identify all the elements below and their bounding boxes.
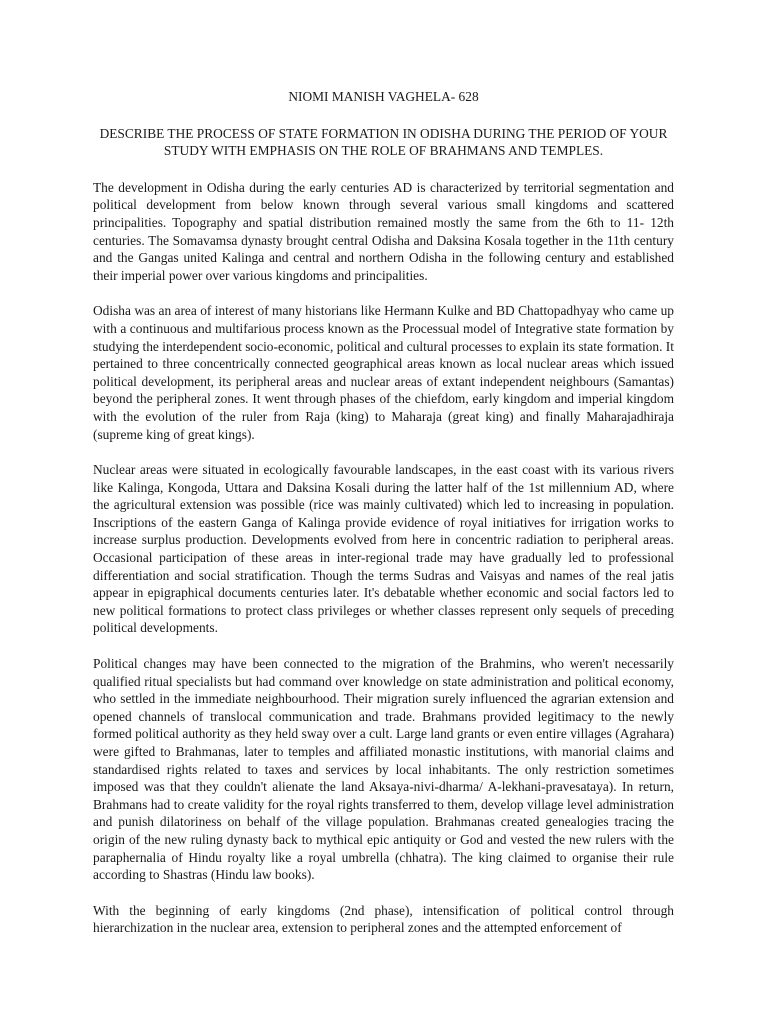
essay-title: DESCRIBE THE PROCESS OF STATE FORMATION IN ODISHA DURING THE PERIOD OF YOUR STUDY WITH EMPHASIS ON THE ROLE OF BRAHMANS AND TEMPLES. <box>99 125 668 159</box>
body-paragraph-2: Odisha was an area of interest of many historians like Hermann Kulke and BD Chattopadhyay who came up with a continuous and multifarious process known as the Processual model of Integrative state formation by studying the interdependent socio-economic, political and cultural processes to explain its state formation. It pertained to three concentrically connected geographical areas known as local nuclear areas which issued political development, its peripheral areas and nuclear areas of extant independent neighbours (Samantas) beyond the peripheral zones. It went through phases of the chiefdom, early kingdom and imperial kingdom with the evolution of the ruler from Raja (king) to Maharaja (great king) and finally Maharajadhiraja (supreme king of great kings). <box>93 303 674 442</box>
body-paragraph-4: Political changes may have been connected to the migration of the Brahmins, who weren't necessarily qualified ritual specialists but had command over knowledge on state administration and political economy, who settled in the immediate neighbourhood. Their migration surely influenced the agrarian extension and opened channels of translocal communication and trade. Brahmans provided legitimacy to the newly formed political authority as they held sway over a cult. Large land grants or even entire villages (Agrahara) were gifted to Brahmanas, later to temples and affiliated monastic institutions, with manorial claims and standardised rights related to taxes and services by local inhabitants. The only restriction sometimes imposed was that they couldn't alienate the land Aksaya-nivi-dharma/ A-lekhani-pravesataya). In return, Brahmans had to create validity for the royal rights transferred to them, develop village level administration and punish dilatoriness on behalf of the village population. Brahmanas created genealogies tracing the origin of the new ruling dynasty back to mythical epic antiquity or God and vested the new rulers with the paraphernalia of Hindu royalty like a royal umbrella (chhatra). The king claimed to organise their rule according to Shastras (Hindu law books). <box>93 656 674 883</box>
author-line: NIOMI MANISH VAGHELA- 628 <box>288 89 479 104</box>
body-paragraph-5: With the beginning of early kingdoms (2nd phase), intensification of political control through hierarchization in the nuclear area, extension to peripheral zones and the attempted enforcement of <box>93 902 674 936</box>
body-paragraph-1: The development in Odisha during the early centuries AD is characterized by territorial segmentation and political development from below known through several various small kingdoms and scattered principalities. Topography and spatial distribution remained mostly the same from the 6th to 11- 12th centuries. The Somavamsa dynasty brought central Odisha and Daksina Kosala together in the 11th century and the Gangas united Kalinga and central and northern Odisha in the following century and established their imperial power over various kingdoms and principalities. <box>93 179 674 283</box>
document-body <box>93 88 674 955</box>
body-paragraph-3: Nuclear areas were situated in ecologically favourable landscapes, in the east coast with its various rivers like Kalinga, Kongoda, Uttara and Daksina Kosali during the latter half of the 1st millennium AD, where the agricultural extension was possible (rice was mainly cultivated) which led to increasing in population. Inscriptions of the eastern Ganga of Kalinga provide evidence of royal initiatives for irrigation works to increase surplus production. Developments evolved from here in concentric radiation to peripheral areas. Occasional participation of these areas in inter-regional trade may have gradually led to professional differentiation and social stratification. Though the terms Sudras and Vaisyas and names of the real jatis appear in epigraphical documents centuries later. It's debatable whether economic and social factors led to new political formations to protect class privileges or whether classes represent only sequels of preceding political developments. <box>93 462 674 636</box>
